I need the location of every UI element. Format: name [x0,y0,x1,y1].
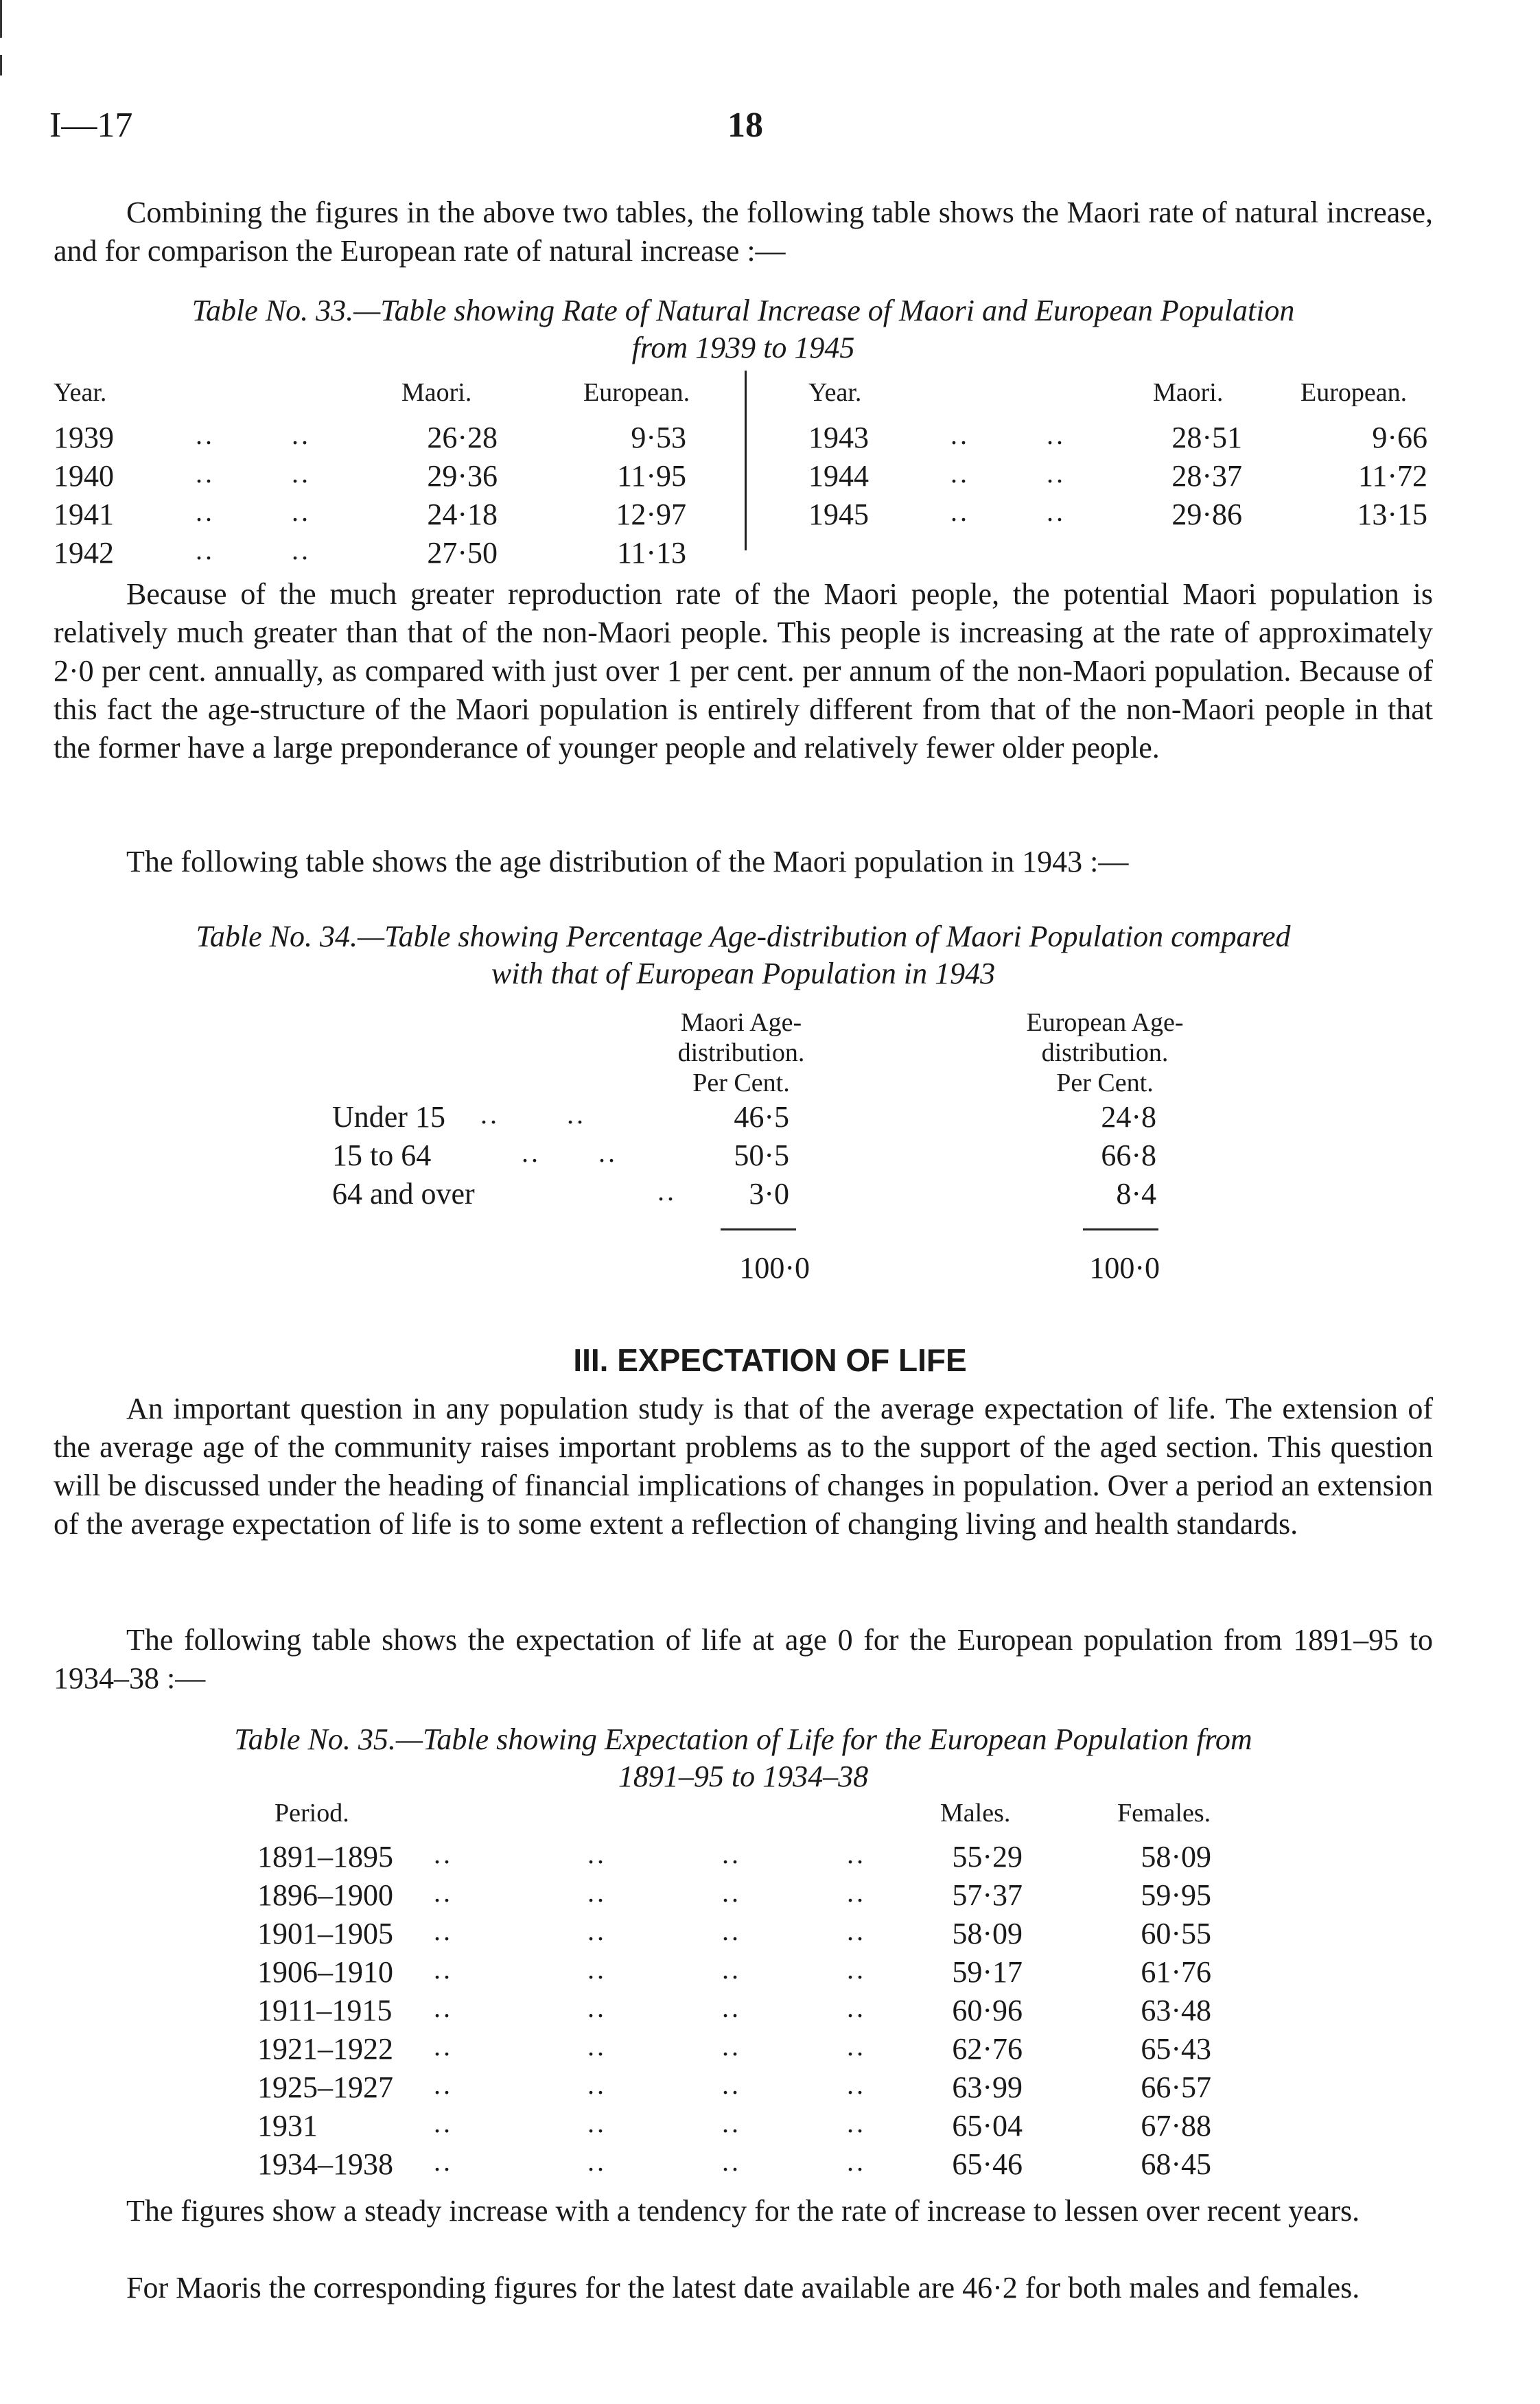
table-33-european-value: 12·97 [616,498,686,531]
table-34-maori-value: 46·5 [734,1100,789,1134]
table-35-females-value: 59·95 [1141,1878,1211,1912]
table-35-intro: The following table shows the expectation of life at age 0 for the European population from 1891–95 to 1934–38 :— [54,1623,1433,1695]
table-33-european-value: 11·13 [616,536,686,570]
table-35-period: 1925–1927 [257,2070,393,2104]
table-33-year: 1941 [54,498,114,531]
table-35-females-value: 68·45 [1141,2147,1211,2181]
table-35-period: 1911–1915 [257,1994,393,2027]
table-34-header-european [988,1007,1222,1098]
section-heading: III. EXPECTATION OF LIFE [573,1342,967,1378]
leader-dots: .. .. [480,1099,586,1130]
table-34-total-european: 100·0 [1089,1251,1160,1285]
table-34-row-label: Under 15 [332,1100,445,1134]
table-34-caption-line2: with that of European Population in 1943 [491,957,996,990]
table-35-period: 1891–1895 [257,1840,393,1874]
table-34-maori-value: 3·0 [749,1177,789,1211]
table-33-year: 1943 [808,421,869,454]
table-34-row-label: 15 to 64 [332,1139,432,1172]
table-35-males-value: 55·29 [952,1840,1023,1874]
table-35-females-value: 67·88 [1141,2109,1211,2143]
table-34-european-value: 24·8 [1101,1100,1156,1134]
table-35-males-value: 65·46 [952,2147,1023,2181]
table-35-males-value: 60·96 [952,1994,1023,2027]
leader-dots: .. .. .. .. [434,2146,866,2177]
table-35-males-value: 58·09 [952,1917,1023,1950]
table-34-header-european-line: distribution. [1041,1038,1169,1067]
table-33-year: 1939 [54,421,114,454]
table-35-males-value: 63·99 [952,2070,1023,2104]
leader-dots: .. .. .. .. [434,1839,866,1869]
table-34-total-maori: 100·0 [739,1251,810,1285]
table-33-maori-value: 28·37 [1171,459,1242,493]
table-33-european-value: 13·15 [1357,498,1427,531]
table-35-females-value: 58·09 [1141,1840,1211,1874]
steady-increase-paragraph: The figures show a steady increase with a tendency for the rate of increase to lessen over recent years. [126,2194,1360,2228]
table-35-period: 1901–1905 [257,1917,393,1950]
table-33-header-european-right: European. [1300,378,1408,407]
table-35-females-value: 66·57 [1141,2070,1211,2104]
reproduction-paragraph: Because of the much greater reproduction rate of the Maori people, the potential Maori population is relatively much greater than that of the non-Maori people. This people is increasing at the rate of approximately 2·0 per cent. annually, as compared with just over 1 per cent. per annum of the non-Maori population. Because of this fact the age-structure of the Maori population is entirely different from that of the non-Maori people in that the former have a large preponderance of younger people and relatively fewer older people. [54,577,1433,765]
leader-dots: .. .. [950,458,1066,489]
leader-dots: .. .. .. .. [434,1915,866,1946]
table-33-header-year-right: Year. [808,378,862,407]
table-35-males-value: 57·37 [952,1878,1023,1912]
leader-dots: .. .. [950,419,1066,450]
table-34-european-value: 8·4 [1116,1177,1156,1211]
table-35-period: 1931 [257,2109,318,2143]
table-35-period: 1934–1938 [257,2147,393,2181]
leader-dots: .. .. .. .. [434,1877,866,1908]
leader-dots: .. .. [196,458,311,489]
table-33-maori-value: 24·18 [427,498,498,531]
expectation-paragraph: An important question in any population study is that of the average expectation of life. The extension of the average age of the community raises important problems as to the support of the aged section. This question will be discussed under the heading of financial implications of changes in population. Over a period an extension of the average expectation of life is to some extent a reflection of changing living and health standards. [54,1392,1433,1541]
leader-dots: .. .. .. .. [434,2031,866,2062]
table-35-females-value: 63·48 [1141,1994,1211,2027]
table-35-females-value: 61·76 [1141,1955,1211,1989]
maori-figures-paragraph: For Maoris the corresponding figures for the latest date available are 46·2 for both males and females. [126,2271,1360,2304]
table-34-header-european-line: Per Cent. [1056,1069,1154,1097]
table-34-header-maori-line: Maori Age- [680,1008,802,1037]
table-33-year: 1944 [808,459,869,493]
table-34-header-european-line: European Age- [1026,1008,1184,1037]
table-34-header-maori-line: Per Cent. [692,1069,790,1097]
table-33-maori-value: 29·86 [1171,498,1242,531]
leader-dots: .. .. .. .. [434,2108,866,2138]
table-33-maori-value: 27·50 [427,536,498,570]
table-33-maori-value: 29·36 [427,459,498,493]
table-35-header-period: Period. [275,1799,349,1828]
table-34-caption-line1: Table No. 34.—Table showing Percentage Age-distribution of Maori Population compared [196,920,1291,953]
table-33-maori-value: 28·51 [1171,421,1242,454]
sum-rule [1083,1228,1158,1230]
table-35-period: 1921–1922 [257,2032,393,2066]
page-edge-mark [0,0,2,38]
table-33-european-value: 9·66 [1372,421,1427,454]
intro-paragraph: Combining the figures in the above two tables, the following table shows the Maori rate of natural increase, and for comparison the European rate of natural increase :— [54,196,1433,268]
table-33-european-value: 11·95 [616,459,686,493]
page-edge-mark [0,55,2,75]
leader-dots: .. .. [522,1137,618,1168]
table-34-header-maori-line: distribution. [677,1038,805,1067]
leader-dots: .. .. .. .. [434,2069,866,2100]
table-35-caption-line1: Table No. 35.—Table showing Expectation of Life for the European Population from [234,1723,1252,1756]
table-33-european-value: 11·72 [1357,459,1427,493]
table-35-header-females: Females. [1117,1799,1211,1828]
table-34-european-value: 66·8 [1101,1139,1156,1172]
table-35-header-males: Males. [940,1799,1011,1828]
leader-dots: .. .. .. .. [434,1992,866,2023]
table-33-year: 1942 [54,536,114,570]
table-33-maori-value: 26·28 [427,421,498,454]
leader-dots: .. .. [196,496,311,527]
table-35-period: 1906–1910 [257,1955,393,1989]
table-33-header-year: Year. [54,378,107,407]
leader-dots: .. [657,1176,677,1206]
sum-rule [721,1228,796,1230]
table-33-header-maori-right: Maori. [1153,378,1224,407]
table-33-year: 1940 [54,459,114,493]
table-33-year: 1945 [808,498,869,531]
table-33-european-value: 9·53 [631,421,686,454]
table-35-females-value: 65·43 [1141,2032,1211,2066]
table-33-caption-line2: from 1939 to 1945 [631,331,855,364]
table-34-maori-value: 50·5 [734,1139,789,1172]
table-35-males-value: 65·04 [952,2109,1023,2143]
leader-dots: .. .. [196,535,311,565]
table-35-period: 1896–1900 [257,1878,393,1912]
leader-dots: .. .. .. .. [434,1954,866,1985]
age-table-intro: The following table shows the age distribution of the Maori population in 1943 :— [126,845,1129,878]
page-number: 18 [727,106,763,145]
leader-dots: .. .. [950,496,1066,527]
table-34-row-label: 64 and over [332,1177,475,1211]
table-35-males-value: 59·17 [952,1955,1023,1989]
table-33-header-maori: Maori. [401,378,472,407]
table-35-males-value: 62·76 [952,2032,1023,2066]
table-35-caption-line2: 1891–95 to 1934–38 [618,1760,869,1793]
table-33-header-european: European. [583,378,690,407]
table-33-divider [745,371,747,550]
table-35-females-value: 60·55 [1141,1917,1211,1950]
document-reference: I—17 [49,106,133,145]
leader-dots: .. .. [196,419,311,450]
table-34-header-maori [638,1007,844,1098]
table-33-caption-line1: Table No. 33.—Table showing Rate of Natural Increase of Maori and European Population [191,294,1295,327]
